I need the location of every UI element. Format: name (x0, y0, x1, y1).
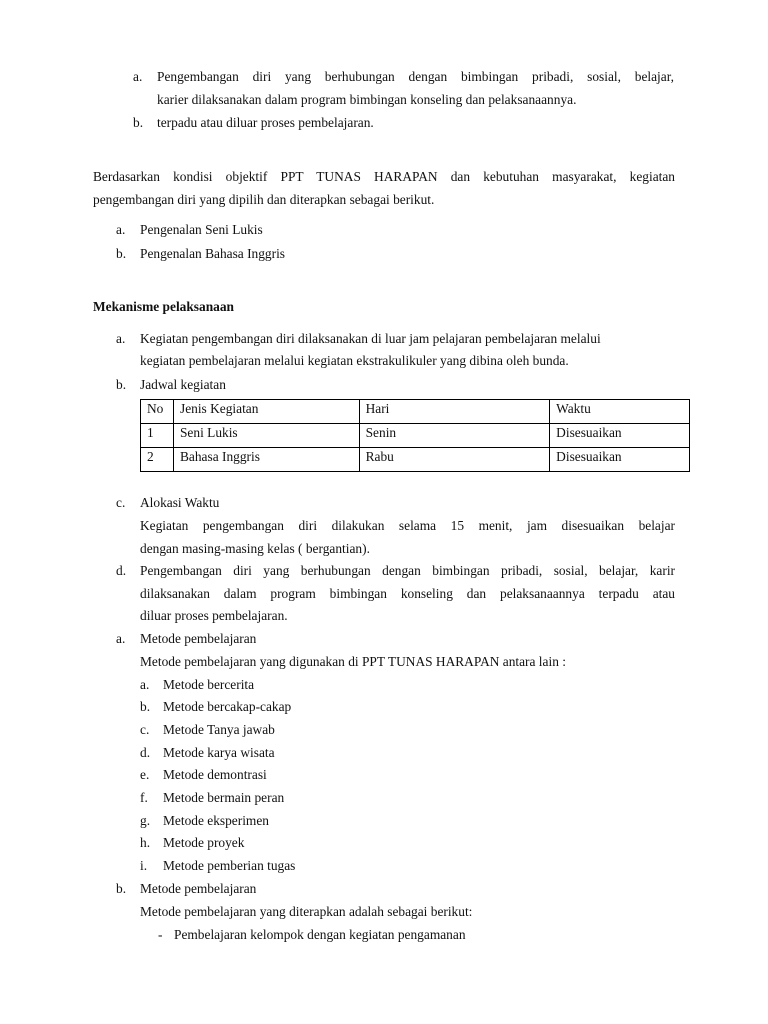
intro-item-b-text: terpadu atau diluar proses pembelajaran. (157, 115, 374, 130)
list-item: Metode Tanya jawab (163, 722, 275, 737)
table-cell: Disesuaikan (550, 448, 690, 472)
list-marker: c. (140, 722, 150, 737)
list-marker: a. (116, 631, 126, 646)
methods-applied-title: Metode pembelajaran (140, 881, 257, 896)
list-marker: d. (140, 745, 151, 760)
list-item: Metode karya wisata (163, 745, 275, 760)
table-header-cell: Hari (359, 400, 550, 424)
list-marker: e. (140, 767, 150, 782)
table-cell: Seni Lukis (173, 424, 359, 448)
table-row (141, 424, 690, 448)
list-item: Metode demontrasi (163, 767, 267, 782)
list-item: Metode bermain peran (163, 790, 285, 805)
time-allocation-line-2: dengan masing-masing kelas ( bergantian). (140, 541, 370, 556)
mechanism-a-line-1: Kegiatan pengembangan diri dilaksanakan di luar jam pelajaran pembelajaran melalui (140, 331, 601, 346)
list-marker: g. (140, 813, 151, 828)
table-header-row (141, 400, 690, 424)
list-item: Metode pemberian tugas (163, 858, 296, 873)
schedule-table (140, 399, 690, 472)
list-marker: b. (116, 246, 127, 261)
table-cell: Bahasa Inggris (173, 448, 359, 472)
activity-item: Pengenalan Seni Lukis (140, 222, 263, 237)
table-cell: Disesuaikan (550, 424, 690, 448)
methods-title: Metode pembelajaran (140, 631, 257, 646)
table-cell: 2 (141, 448, 174, 472)
list-marker: h. (140, 835, 151, 850)
list-marker: f. (140, 790, 148, 805)
paragraph-line-1: Berdasarkan kondisi objektif PPT TUNAS HARAPAN dan kebutuhan masyarakat, kegiatan (93, 169, 675, 184)
list-item: Metode eksperimen (163, 813, 269, 828)
table-cell: Rabu (359, 448, 550, 472)
table-row (141, 448, 690, 472)
list-item: Metode bercakap-cakap (163, 699, 292, 714)
list-item: Metode proyek (163, 835, 245, 850)
paragraph-line-2: pengembangan diri yang dipilih dan diterapkan sebagai berikut. (93, 192, 435, 207)
list-marker: a. (116, 222, 126, 237)
mechanism-d-line-1: Pengembangan diri yang berhubungan dengan bimbingan pribadi, sosial, belajar, karir (140, 563, 675, 578)
mechanism-d-line-2: dilaksanakan dalam program bimbingan konseling dan pelaksanaannya terpadu atau (140, 586, 675, 601)
list-marker: a. (140, 677, 150, 692)
list-marker: c. (116, 495, 126, 510)
list-marker: i. (140, 858, 148, 873)
time-allocation-title: Alokasi Waktu (140, 495, 220, 510)
table-cell: 1 (141, 424, 174, 448)
methods-applied-intro: Metode pembelajaran yang diterapkan adalah sebagai berikut: (140, 904, 473, 919)
table-cell: Senin (359, 424, 550, 448)
list-marker: b. (140, 699, 151, 714)
list-marker: b. (116, 377, 127, 392)
list-marker: a. (133, 69, 143, 84)
mechanism-d-line-3: diluar proses pembelajaran. (140, 608, 288, 623)
mechanism-a-line-2: kegiatan pembelajaran melalui kegiatan ekstrakulikuler yang dibina oleh bunda. (140, 353, 569, 368)
table-header-cell: Jenis Kegiatan (173, 400, 359, 424)
list-item: Pembelajaran kelompok dengan kegiatan pengamanan (174, 927, 466, 942)
intro-item-a-line-1: Pengembangan diri yang berhubungan dengan bimbingan pribadi, sosial, belajar, (157, 69, 674, 84)
table-header-cell: Waktu (550, 400, 690, 424)
list-marker: - (158, 927, 163, 942)
schedule-title: Jadwal kegiatan (140, 377, 226, 392)
list-marker: b. (116, 881, 127, 896)
methods-intro: Metode pembelajaran yang digunakan di PPT TUNAS HARAPAN antara lain : (140, 654, 566, 669)
intro-item-a-line-2: karier dilaksanakan dalam program bimbingan konseling dan pelaksanaannya. (157, 92, 577, 107)
activity-item: Pengenalan Bahasa Inggris (140, 246, 286, 261)
table-header-cell: No (141, 400, 174, 424)
list-marker: d. (116, 563, 127, 578)
time-allocation-line-1: Kegiatan pengembangan diri dilakukan selama 15 menit, jam disesuaikan belajar (140, 518, 675, 533)
list-marker: a. (116, 331, 126, 346)
mechanism-heading: Mekanisme pelaksanaan (93, 299, 234, 314)
list-item: Metode bercerita (163, 677, 255, 692)
list-marker: b. (133, 115, 144, 130)
